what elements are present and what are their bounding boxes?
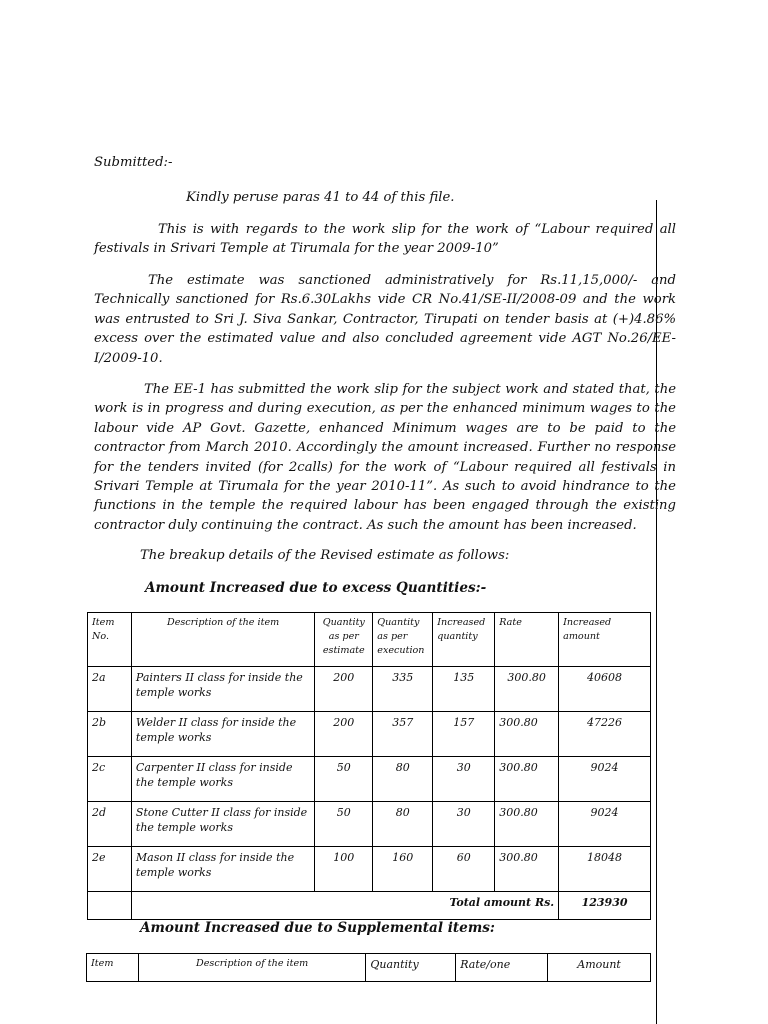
table-row xyxy=(88,847,651,892)
para-work-slip: This is with regards to the work slip for the work of “Labour required all festivals in Srivari Temple at Tirumala for the year 2009-10” xyxy=(94,222,676,257)
cell-amount: 9024 xyxy=(559,802,651,847)
table-row xyxy=(88,667,651,712)
header-qty-estimate: Quantity as per estimate xyxy=(315,613,373,667)
cell-qty-execution: 335 xyxy=(373,667,433,712)
cell-desc: Welder II class for inside the temple works xyxy=(131,712,314,757)
cell-rate: 300.80 xyxy=(495,757,559,802)
cell-item: 2e xyxy=(88,847,132,892)
header-item: Item xyxy=(87,954,139,982)
header-quantity: Quantity xyxy=(366,954,456,982)
cell-desc: Carpenter II class for inside the temple works xyxy=(131,757,314,802)
heading-excess-quantities: Amount Increased due to excess Quantities:- xyxy=(145,580,487,596)
cell-desc: Painters II class for inside the temple works xyxy=(131,667,314,712)
header-rate: Rate xyxy=(495,613,559,667)
para-breakup: The breakup details of the Revised estimate as follows: xyxy=(140,548,510,563)
cell-amount: 18048 xyxy=(559,847,651,892)
header-desc: Description of the item xyxy=(138,954,365,982)
cell-amount: 9024 xyxy=(559,757,651,802)
heading-supplemental-items: Amount Increased due to Supplemental items: xyxy=(140,920,495,936)
para-peruse: Kindly peruse paras 41 to 44 of this file. xyxy=(186,190,455,205)
total-label: Total amount Rs. xyxy=(131,892,558,920)
cell-increased-qty: 135 xyxy=(433,667,495,712)
total-value: 123930 xyxy=(559,892,651,920)
cell-qty-execution: 80 xyxy=(373,802,433,847)
cell-qty-estimate: 200 xyxy=(315,667,373,712)
cell-item: 2a xyxy=(88,667,132,712)
para-ee1: The EE-1 has submitted the work slip for the subject work and stated that, the work is in progress and during execution, as per the enhanced minimum wages to the labour vide AP Govt. Gazette, enhanced Minimum wages are to be paid to the contractor from March 2010. Accordingly the amount increased. Further no response for the tenders invited (for 2calls) for the work of “Labour required all festivals in Srivari Temple at Tirumala for the year 2010-11”. As such to avoid hindrance to the functions in the temple the required labour has been engaged through the existing contractor duly continuing the contract. As such the amount has been increased. xyxy=(94,382,676,533)
table-row xyxy=(88,712,651,757)
header-qty-execution: Quantity as per execution xyxy=(373,613,433,667)
table-row xyxy=(88,757,651,802)
header-increased-amount: Increased amount xyxy=(559,613,651,667)
cell-qty-execution: 357 xyxy=(373,712,433,757)
cell-amount: 47226 xyxy=(559,712,651,757)
cell-increased-qty: 60 xyxy=(433,847,495,892)
table-header-row xyxy=(88,613,651,667)
cell-item: 2d xyxy=(88,802,132,847)
para-estimate: The estimate was sanctioned administratively for Rs.11,15,000/- and Technically sanctioned for Rs.6.30Lakhs vide CR No.41/SE-II/2008-09 and the work was entrusted to Sri J. Siva Sankar, Contractor, Tirupati on tender basis at (+)4.86% excess over the estimated value and also concluded agreement vide AGT No.26/EE-I/2009-10. xyxy=(94,273,676,366)
cell-increased-qty: 30 xyxy=(433,802,495,847)
cell-rate: 300.80 xyxy=(495,712,559,757)
cell-qty-estimate: 50 xyxy=(315,757,373,802)
cell-item: 2b xyxy=(88,712,132,757)
cell-qty-execution: 80 xyxy=(373,757,433,802)
submitted-label: Submitted:- xyxy=(94,155,173,170)
cell-item: 2c xyxy=(88,757,132,802)
table-header-row xyxy=(87,954,651,982)
header-increased-qty: Increased quantity xyxy=(433,613,495,667)
cell-qty-estimate: 200 xyxy=(315,712,373,757)
cell-increased-qty: 157 xyxy=(433,712,495,757)
supplemental-items-table xyxy=(86,953,651,982)
cell-desc: Stone Cutter II class for inside the temple works xyxy=(131,802,314,847)
cell-empty xyxy=(88,892,132,920)
table-row xyxy=(88,802,651,847)
cell-desc: Mason II class for inside the temple works xyxy=(131,847,314,892)
cell-rate: 300.80 xyxy=(495,847,559,892)
header-rate: Rate/one xyxy=(456,954,548,982)
cell-amount: 40608 xyxy=(559,667,651,712)
cell-qty-execution: 160 xyxy=(373,847,433,892)
cell-rate: 300.80 xyxy=(495,802,559,847)
cell-increased-qty: 30 xyxy=(433,757,495,802)
table-total-row xyxy=(88,892,651,920)
header-desc: Description of the item xyxy=(131,613,314,667)
header-item: Item No. xyxy=(88,613,132,667)
excess-quantities-table xyxy=(87,612,651,920)
cell-qty-estimate: 50 xyxy=(315,802,373,847)
cell-rate: 300.80 xyxy=(495,667,559,712)
header-amount: Amount xyxy=(548,954,651,982)
cell-qty-estimate: 100 xyxy=(315,847,373,892)
